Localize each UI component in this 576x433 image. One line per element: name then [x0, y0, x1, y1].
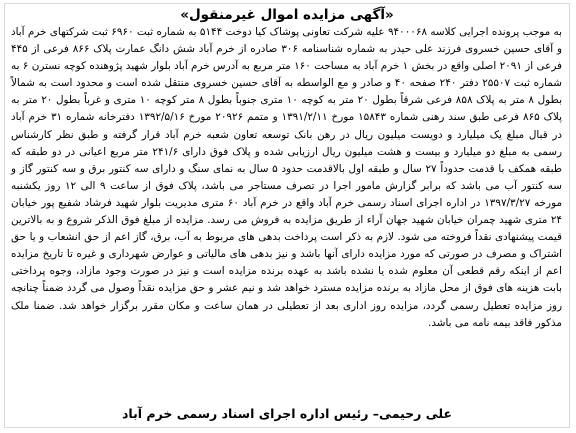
auction-notice — [4, 3, 570, 428]
notice-title: «آگهی مزایده اموال غیرمنقول» — [180, 7, 394, 23]
notice-signature: علی رحیمی– رئیس اداره اجرای اسناد رسمی خرم آباد — [121, 406, 453, 421]
notice-body: به موجب پرونده اجرایی کلاسه ۹۴۰۰۰۶۸ علیه شرکت تعاونی پوشاک کیا دوخت ۵۱۴۴ به شماره ثبت ۶۹۶۰ ثبت شرکتهای خرم آباد و آقای حسین خسروی فرزند علی حیدر به شماره شناسنامه ۳۰۶ صادره از خرم آباد شش دانگ عمارت پلاک ۸۶۶ فرعی از ۴۴۵ فرعی از ۲۰۹۱ اصلی واقع در بخش ۱ خرم آباد به مساحت ۱۶۰ متر مربع به آدرس خرم آباد بلوار شهید پژوهنده کوچه نسترن ۶ به شماره ثبت ۲۵۵۰۷ دفتر ۲۴۰ صفحه ۴۰ و صادر و مع الواسطه به آقای حسین خسروی منتقل شده است و محدود است به شمالاً بطول ۸ متر به پلاک ۸۵۸ فرعی شرقاً بطول ۲۰ متر به کوچه ۱۰ متری جنوباً بطول ۸ متر کوچه ۱۰ متری و غرباً بطول ۲۰ متر به پلاک ۸۶۵ فرعی طبق سند رهنی شماره ۱۵۸۴۳ مورخ ۱۳۹۱/۲/۱۱ و متمم ۲۰۹۲۶ مورخ ۱۳۹۲/۵/۱۶ دفترخانه شماره ۳۱ خرم آباد در قبال مبلغ یک میلیارد و دویست میلیون ریال در رهن بانک توسعه تعاون شعبه خرم آباد قرار گرفته و طبق نظر کارشناس رسمی به مبلغ دو میلیارد و بیست و هشت میلیون ریال ارزیابی شده و پلاک فوق دارای ۲۴۱/۶ متر مربع اعیانی در دو طبقه که طبقه همکف با قدمت حدوداً ۲۷ سال و طبقه اول بالاقدمت حدود ۵ سال به نمای سنگ و دارای سه کنتور برق و سه کنتور گاز و سه کنتور آب می باشد که برابر گزارش مامور اجرا در تصرف مستاجر می باشد، پلاک فوق از ساعت ۹ الی ۱۲ روز یکشنبه مورخه ۱۳۹۷/۳/۲۷ در اداره اجرای اسناد رسمی خرم آباد واقع در خرم آباد ۶۰ متری مدیریت بلوار شهید فرشاد شفیع پور خیابان ۲۴ متری شهید چمران خیابان شهید جهان آراء از طریق مزایده به فروش می رسد. مزایده از مبلغ فوق الذکر شروع و به بالاترین قیمت پیشنهادی نقداً فروخته می شود. لازم به ذکر است پرداخت بدهی های مربوط به آب، برق، گاز اعم از حق انشعاب و یا حق اشتراک و مصرف در صورتی که مورد مزایده دارای آنها باشد و نیز بدهی های مالیاتی و عوارض شهرداری و غیره تا تاریخ مزایده اعم از اینکه رقم قطعی آن معلوم شده یا نشده باشد به عهده برنده مزایده است و نیز در صورت وجود مازاد، وجوه پرداختی بابت هزینه های فوق از محل مازاد به برنده مزایده مسترد خواهد شد و نیم عشر و حق مزایده نقداً وصول می گردد ضمناً چنانچه روز مزایده تعطیل رسمی گردد، مزایده روز اداری بعد از تعطیلی در همان ساعت و مکان مقرر برگزار خواهد شد. ضمنا ملک مذکور فاقد بیمه نامه می باشد. — [11, 26, 563, 329]
